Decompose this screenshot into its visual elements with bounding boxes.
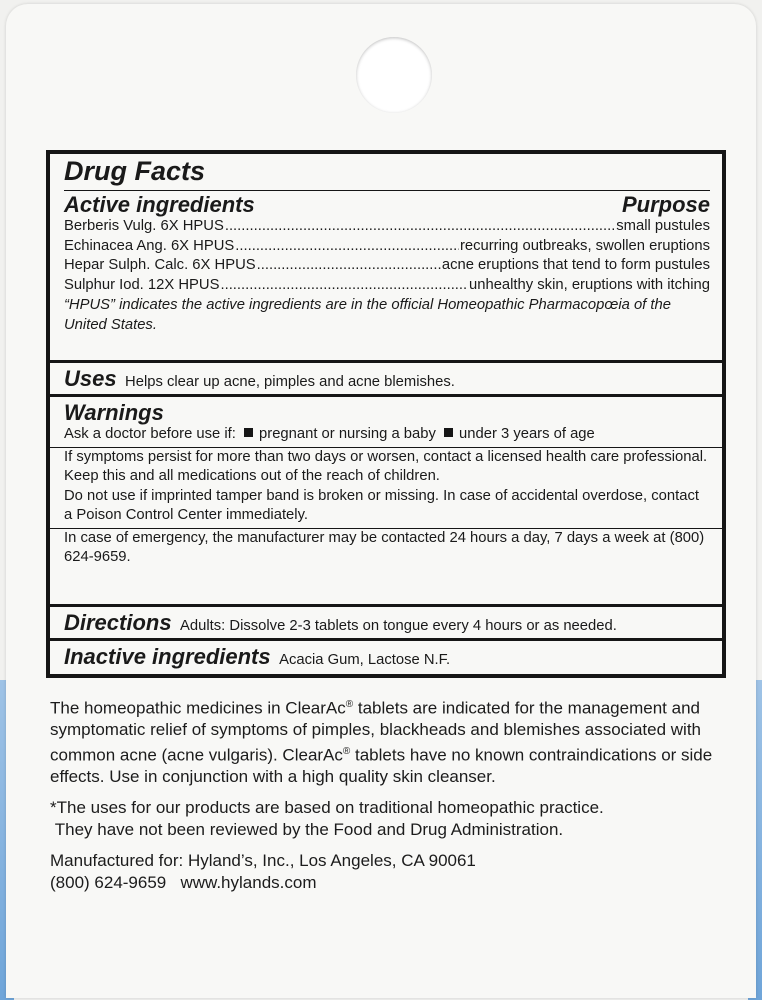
drug-facts-box (46, 150, 726, 678)
indication-text-1: The homeopathic medicines in ClearAc (50, 698, 346, 718)
tamper-warning: Do not use if imprinted tamper band is broken or missing. In case of accidental overdose, contact a Poison Control Center immediately. (64, 487, 699, 523)
fda-disclaimer (50, 797, 740, 840)
bullet-square-icon (244, 428, 253, 437)
indication-text-3: tablets have no known contraindications or side effects. Use in conjunction with a high quality skin cleanser. (50, 745, 713, 786)
warnings-section (50, 397, 722, 607)
inactive-ingredients-section (50, 641, 722, 671)
disclaimer-line-1: *The uses for our products are based on traditional homeopathic practice. (50, 798, 604, 818)
warnings-heading: Warnings (64, 400, 164, 425)
keep-away-warning: Keep this and all medications out of the reach of children. (64, 468, 440, 484)
drug-facts-title: Drug Facts (64, 156, 206, 186)
directions-heading: Directions (64, 610, 172, 635)
ask-doctor-line (64, 425, 710, 445)
uses-section (50, 363, 722, 397)
directions-text: Adults: Dissolve 2-3 tablets on tongue every 4 hours or as needed. (180, 618, 617, 634)
uses-heading: Uses (64, 366, 117, 391)
ingredient-name: Hepar Sulph. Calc. 6X HPUS (64, 257, 256, 273)
persist-warning: If symptoms persist for more than two days or worsen, contact a licensed health care professional. (64, 448, 708, 465)
ingredient-name: Echinacea Ang. 6X HPUS (64, 237, 235, 254)
ask-item: pregnant or nursing a baby (259, 426, 436, 442)
ingredient-name: Berberis Vulg. 6X HPUS (64, 218, 224, 234)
ingredient-purpose: unhealthy skin, eruptions with itching (469, 276, 710, 293)
ingredient-purpose: small pustules (616, 218, 710, 234)
title-rule (64, 190, 710, 191)
ingredient-row (64, 276, 710, 296)
active-ingredients-heading: Active ingredients (64, 192, 255, 217)
registered-mark: ® (342, 745, 351, 757)
ingredient-row (64, 237, 710, 257)
website-link[interactable]: www.hylands.com (180, 872, 317, 892)
purpose-heading: Purpose (621, 192, 710, 217)
indication-text-2: tablets are indicated for the management and symptomatic relief of symptoms of pimples, blackheads and blemishes associated with common acne (acne vulgaris). ClearAc (50, 698, 702, 765)
disclaimer-line-2: They have not been reviewed by the Food and Drug Administration. (54, 819, 564, 839)
ingredient-name: Sulphur Iod. 12X HPUS (64, 276, 220, 293)
hang-hole (356, 37, 432, 113)
bullet-square-icon (444, 428, 453, 437)
directions-section (50, 607, 722, 641)
manufacturer-info (50, 850, 740, 893)
inactive-ingredients-heading: Inactive ingredients (64, 644, 271, 669)
active-ingredients-section (50, 154, 722, 363)
uses-text: Helps clear up acne, pimples and acne blemishes. (125, 374, 455, 390)
ask-doctor-text: Ask a doctor before use if: (64, 426, 236, 442)
ingredient-row (64, 256, 710, 276)
ingredient-row (64, 217, 710, 237)
registered-mark: ® (345, 699, 354, 710)
emergency-contact: In case of emergency, the manufacturer may be contacted 24 hours a day, 7 days a week at (800) 624-9659. (64, 529, 705, 565)
product-description (50, 694, 740, 903)
phone-number: (800) 624-9659 (50, 872, 167, 892)
ingredient-purpose: acne eruptions that tend to form pustules (441, 257, 710, 273)
hpus-note: “HPUS” indicates the active ingredients are in the official Homeopathic Pharmacopœia of the United States. (64, 297, 671, 333)
inactive-ingredients-text: Acacia Gum, Lactose N.F. (279, 652, 451, 668)
indication-paragraph (50, 694, 740, 787)
ingredient-purpose: recurring outbreaks, swollen eruptions (459, 237, 710, 254)
manufacturer-text: Manufactured for: Hyland’s, Inc., Los Angeles, CA 90061 (50, 851, 476, 871)
ask-item: under 3 years of age (459, 426, 595, 442)
